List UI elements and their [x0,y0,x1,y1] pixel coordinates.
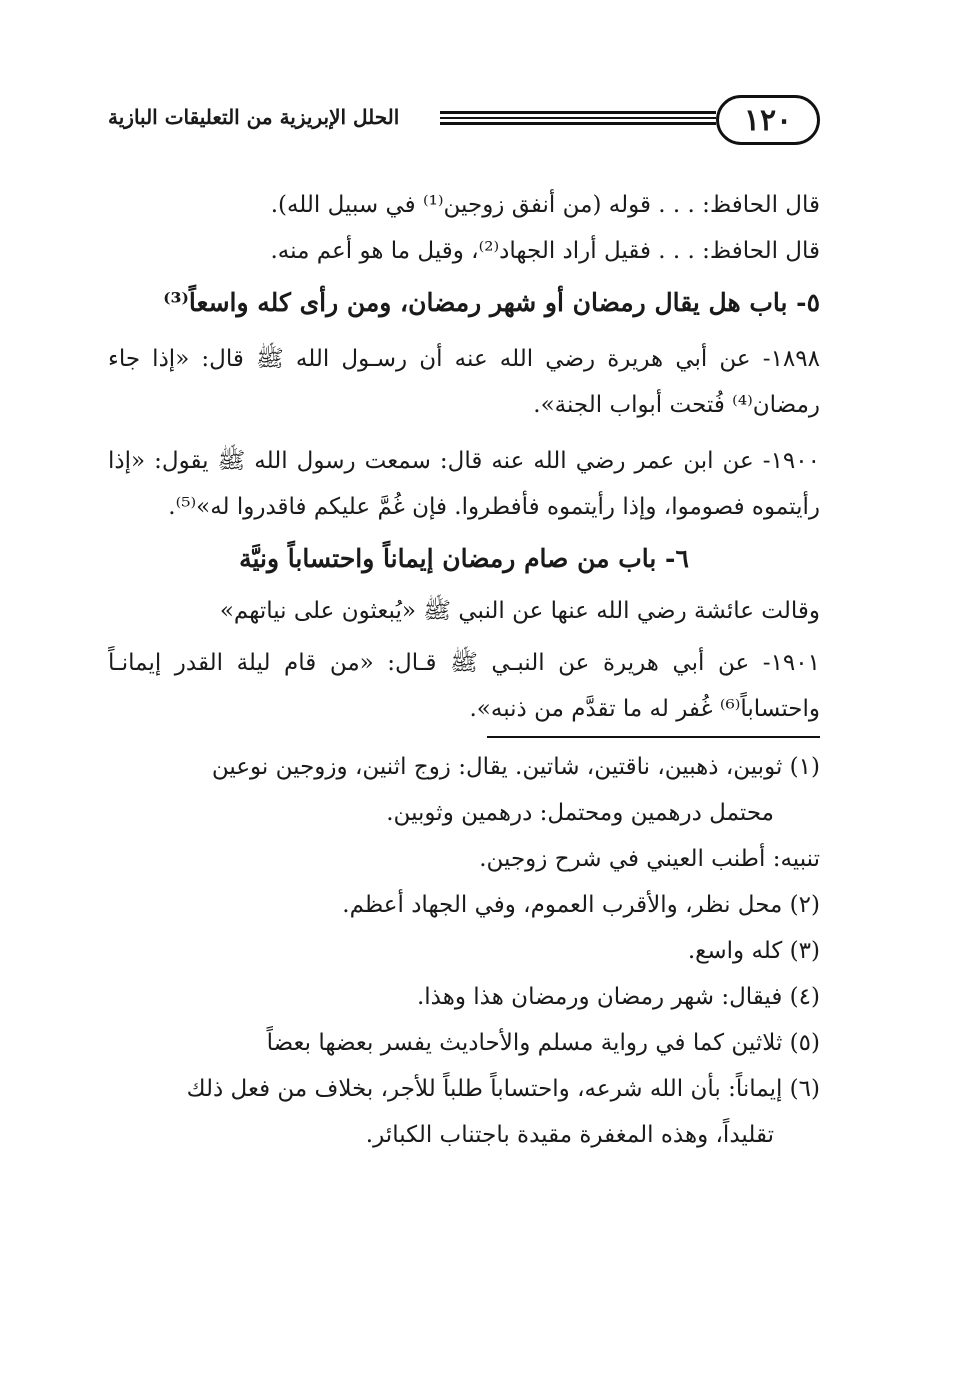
footnotes [108,744,820,1158]
book-title: الحلل الإبريزية من التعليقات البازية [108,105,400,129]
aisha-narration: وقالت عائشة رضي الله عنها عن النبي ﷺ «يُبعثون على نياتهم» [219,598,820,624]
footnote-3: (٣) كله واسع. [687,938,820,964]
footnote-5: (٥) ثلاثين كما في رواية مسلم والأحاديث يفسر بعضها بعضاً [266,1030,820,1056]
page-header [108,95,820,165]
section-heading-5: ٥- باب هل يقال رمضان أو شهر رمضان، ومن رأى كله واسعاً⁽³⁾ [163,288,820,317]
footnote-4: (٤) فيقال: شهر رمضان ورمضان هذا وهذا. [416,984,820,1010]
text-line-hafiz-2: قال الحافظ: . . . فقيل أراد الجهاد⁽²⁾، وقيل ما هو أعم منه. [270,238,820,264]
text-line-hafiz-1: قال الحافظ: . . . قوله (من أنفق زوجين⁽¹⁾ في سبيل الله). [270,192,820,218]
hadith-1900: ١٩٠٠- عن ابن عمر رضي الله عنه قال: سمعت رسول الله ﷺ يقول: «إذا رأيتموه فصوموا، وإذا رأيتموه فأفطروا. فإن غُمَّ عليكم فاقدروا له»⁽⁵⁾. [108,448,820,520]
page-body [108,182,820,1158]
footnote-1-continued: محتمل درهمين ومحتمل: درهمين وثوبين. [386,800,774,826]
footnote-1: (١) ثوبين، ذهبين، ناقتين، شاتين. يقال: زوج اثنين، وزوجين نوعين [211,754,820,780]
page-number: ١٢٠ [716,95,820,145]
footnote-tanbih: تنبيه: أطنب العيني في شرح زوجين. [479,846,820,872]
hadith-1901: ١٩٠١- عن أبي هريرة عن النبـي ﷺ قـال: «من قام ليلة القدر إيمانـاً واحتساباً⁽⁶⁾ غُفر له ما تقدَّم من ذنبه». [108,650,820,722]
footnote-6: (٦) إيماناً: بأن الله شرعه، واحتساباً طلباً للأجر، بخلاف من فعل ذلك [186,1076,820,1102]
footnote-6-continued: تقليداً، وهذه المغفرة مقيدة باجتناب الكبائر. [365,1122,774,1148]
header-rule [440,111,716,125]
section-heading-6: ٦- باب من صام رمضان إيماناً واحتساباً ونيَّة [239,544,689,573]
footnote-divider [487,736,820,738]
footnote-2: (٢) محل نظر، والأقرب العموم، وفي الجهاد أعظم. [342,892,820,918]
hadith-1898: ١٨٩٨- عن أبي هريرة رضي الله عنه أن رسـول الله ﷺ قال: «إذا جاء رمضان⁽⁴⁾ فُتحت أبواب الجنة». [108,346,820,418]
